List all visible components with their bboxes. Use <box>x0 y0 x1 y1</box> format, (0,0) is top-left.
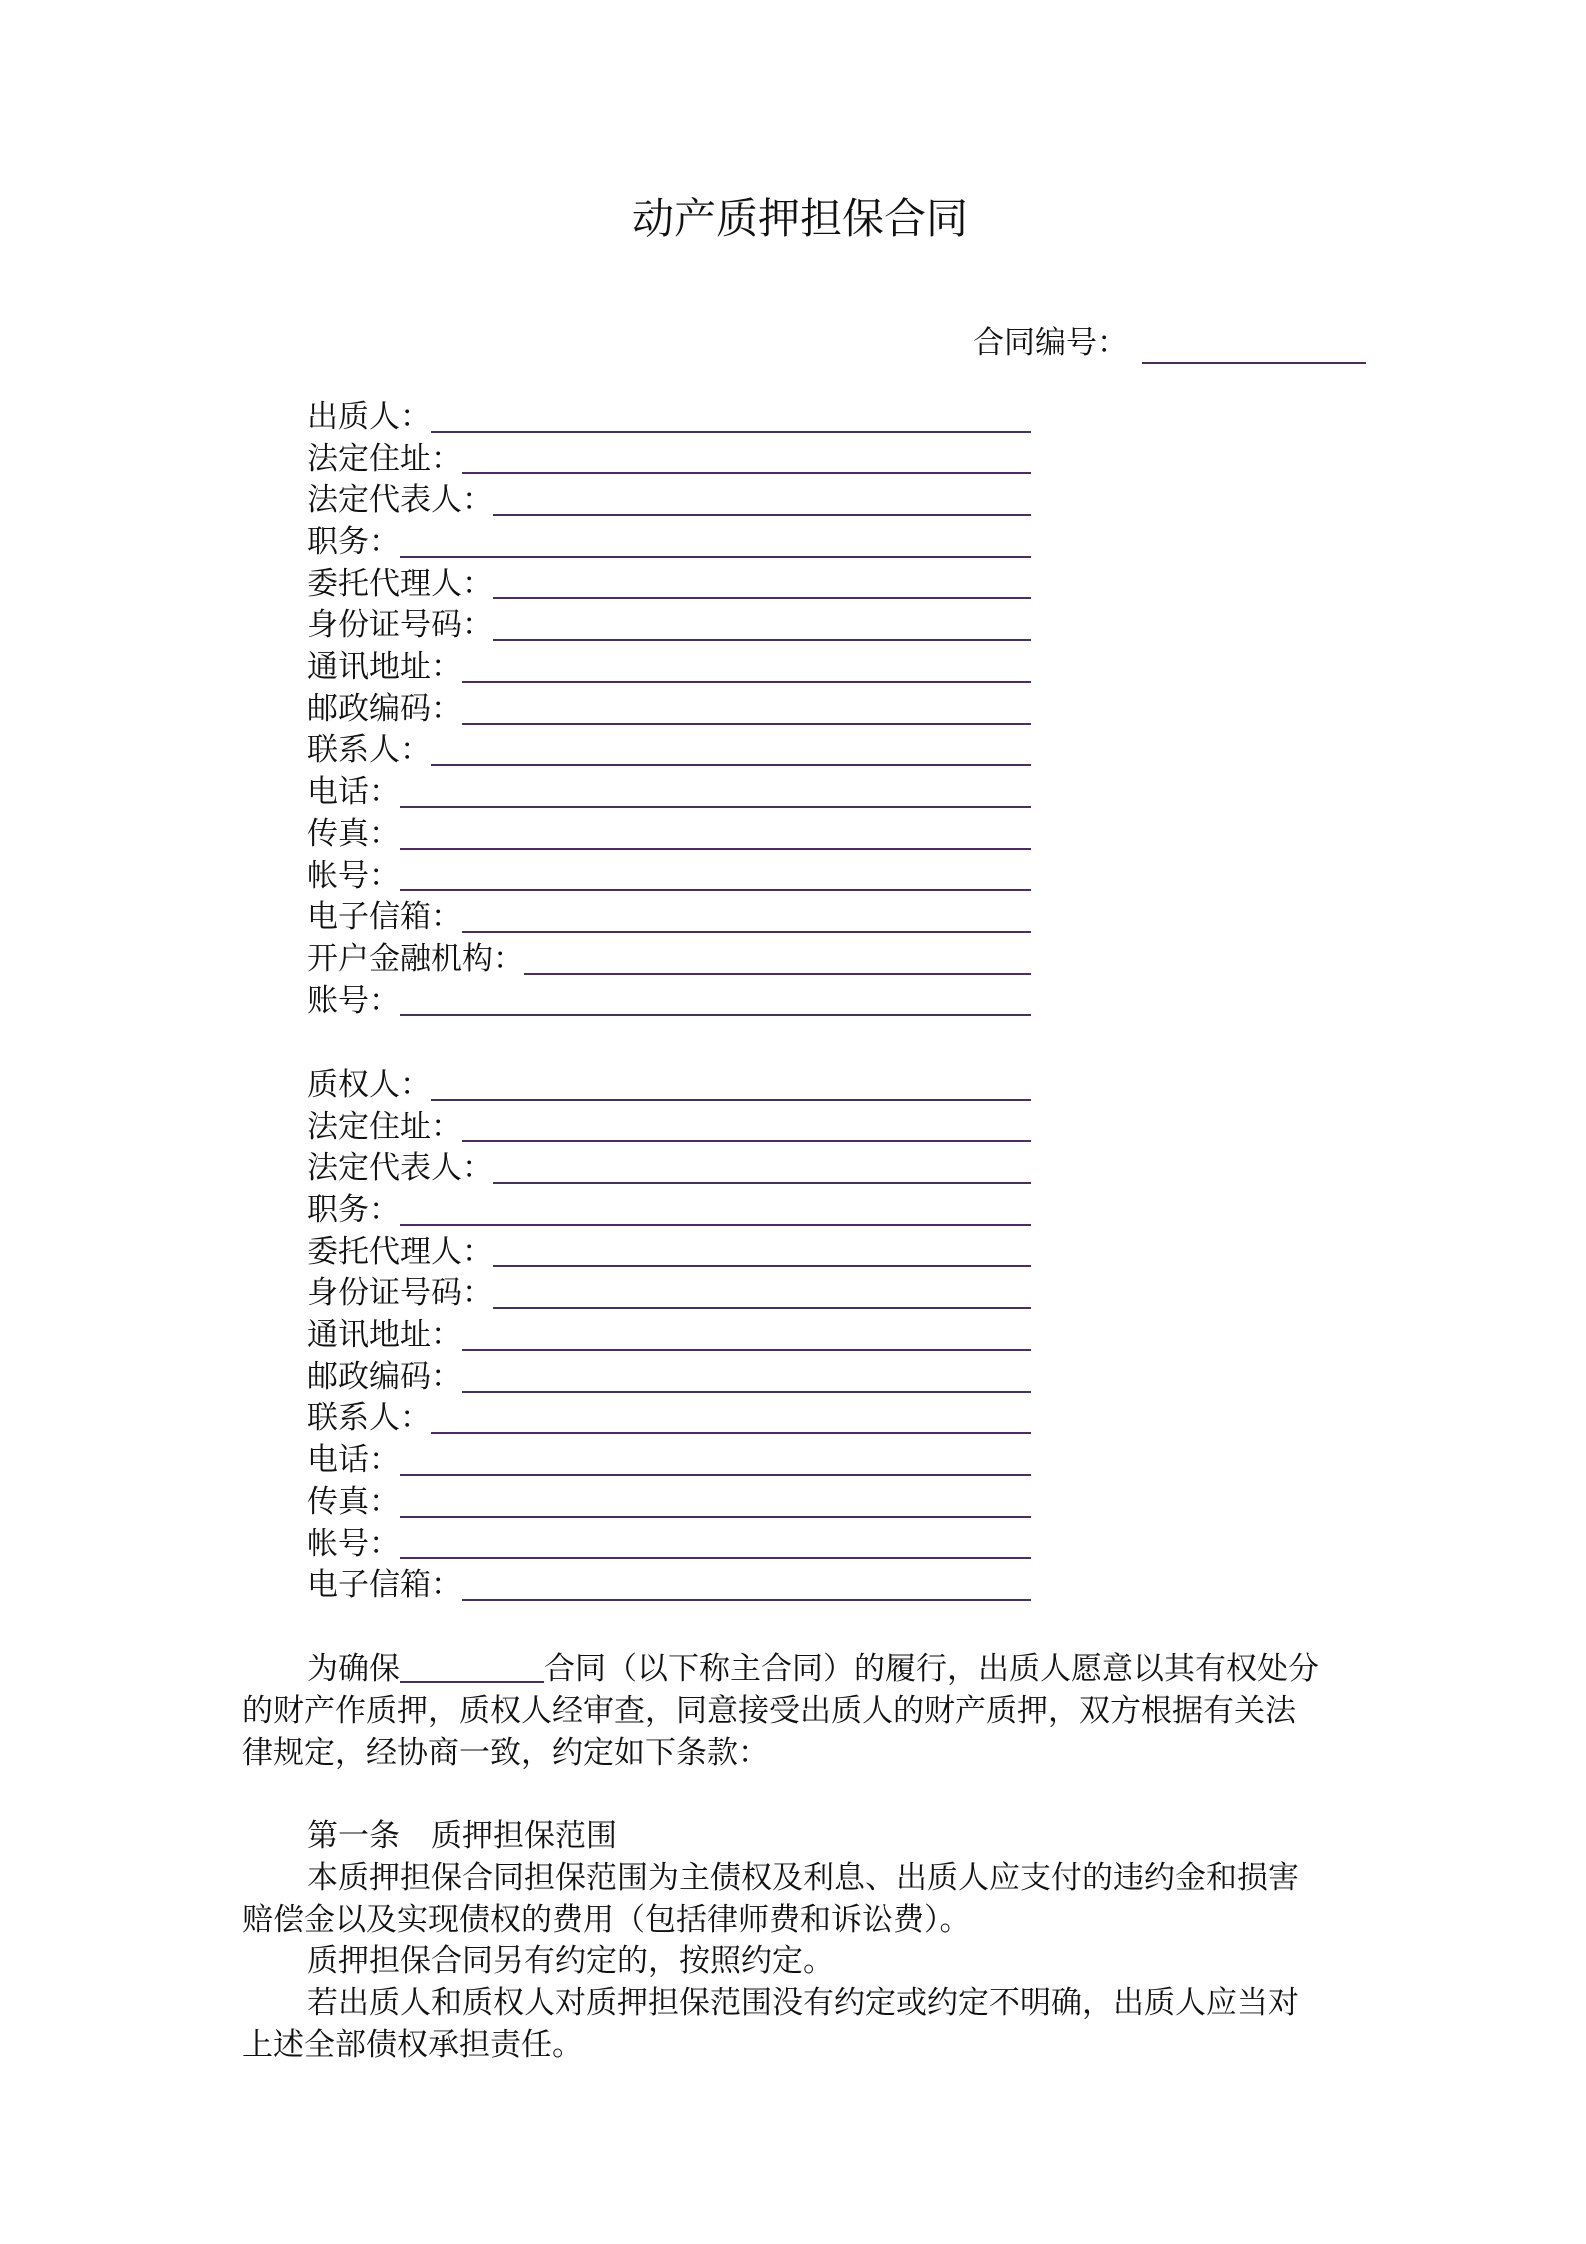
field-blank-line[interactable] <box>431 1402 1031 1434</box>
field-label: 身份证号码： <box>307 607 493 644</box>
preamble <box>242 1649 1358 1774</box>
field-blank-line[interactable] <box>400 859 1031 891</box>
field-label: 委托代理人： <box>307 565 493 602</box>
form-field-row <box>307 689 1031 731</box>
form-field-row <box>307 981 1031 1023</box>
article-1 <box>242 1816 1358 2067</box>
form-field-row <box>307 772 1031 814</box>
field-label: 电子信箱： <box>307 1567 462 1604</box>
contract-number <box>973 322 1366 364</box>
field-label: 邮政编码： <box>307 690 462 727</box>
form-field-row <box>307 1190 1031 1232</box>
field-blank-line[interactable] <box>431 734 1031 766</box>
form-field-row <box>307 1273 1031 1315</box>
field-blank-line[interactable] <box>493 484 1031 516</box>
form-field-row <box>307 814 1031 856</box>
form-field-row <box>307 1440 1031 1482</box>
field-blank-line[interactable] <box>431 401 1031 433</box>
form-field-row <box>307 605 1031 647</box>
field-label: 账号： <box>307 982 400 1019</box>
field-label: 帐号： <box>307 857 400 894</box>
form-field-row <box>307 397 1031 439</box>
field-blank-line[interactable] <box>493 1152 1031 1184</box>
field-blank-line[interactable] <box>400 1486 1031 1518</box>
field-blank-line[interactable] <box>462 693 1031 725</box>
form-field-row <box>307 522 1031 564</box>
field-blank-line[interactable] <box>462 1569 1031 1601</box>
field-label: 电话： <box>307 1442 400 1479</box>
field-label: 法定住址： <box>307 1108 462 1145</box>
field-label: 联系人： <box>307 732 431 769</box>
field-label: 联系人： <box>307 1400 431 1437</box>
field-blank-line[interactable] <box>400 1527 1031 1559</box>
form-field-row <box>307 564 1031 606</box>
field-label: 开户金融机构： <box>307 940 524 977</box>
field-blank-line[interactable] <box>493 609 1031 641</box>
field-label: 质权人： <box>307 1066 431 1103</box>
form-field-row <box>307 1315 1031 1357</box>
form-field-row <box>307 939 1031 981</box>
main-contract-blank[interactable] <box>400 1651 544 1683</box>
form-field-row <box>307 480 1031 522</box>
form-field-row <box>307 731 1031 773</box>
field-label: 法定住址： <box>307 440 462 477</box>
field-blank-line[interactable] <box>431 1069 1031 1101</box>
preamble-line-3: 律规定，经协商一致，约定如下条款： <box>242 1734 769 1771</box>
pledgee-section <box>307 1065 1031 1607</box>
field-label: 电子信箱： <box>307 899 462 936</box>
field-label: 通讯地址： <box>307 1317 462 1354</box>
form-field-row <box>307 1107 1031 1149</box>
form-field-row <box>307 1065 1031 1107</box>
field-blank-line[interactable] <box>400 818 1031 850</box>
field-blank-line[interactable] <box>400 1444 1031 1476</box>
field-label: 传真： <box>307 1483 400 1520</box>
document-title: 动产质押担保合同 <box>631 194 968 243</box>
field-label: 法定代表人： <box>307 1150 493 1187</box>
form-field-row <box>307 897 1031 939</box>
article-line: 质押担保合同另有约定的，按照约定。 <box>307 1943 834 1980</box>
article-line: 赔偿金以及实现债权的费用（包括律师费和诉讼费）。 <box>242 1901 971 1938</box>
form-field-row <box>307 856 1031 898</box>
preamble-line-2: 的财产作质押，质权人经审查，同意接受出质人的财产质押，双方根据有关法 <box>242 1692 1296 1729</box>
preamble-line-1 <box>242 1649 1358 1691</box>
field-blank-line[interactable] <box>524 943 1031 975</box>
field-blank-line[interactable] <box>493 567 1031 599</box>
field-blank-line[interactable] <box>400 1194 1031 1226</box>
field-label: 法定代表人： <box>307 482 493 519</box>
field-blank-line[interactable] <box>462 651 1031 683</box>
field-blank-line[interactable] <box>400 984 1031 1016</box>
field-blank-line[interactable] <box>462 1361 1031 1393</box>
field-label: 职务： <box>307 524 400 561</box>
field-blank-line[interactable] <box>462 901 1031 933</box>
preamble-text: 合同（以下称主合同）的履行，出质人愿意以其有权处分 <box>544 1651 1319 1687</box>
article-heading: 第一条 质押担保范围 <box>307 1818 617 1854</box>
field-blank-line[interactable] <box>462 442 1031 474</box>
article-line: 上述全部债权承担责任。 <box>242 2026 583 2063</box>
form-field-row <box>307 647 1031 689</box>
pledgor-section <box>307 397 1031 1022</box>
field-blank-line[interactable] <box>493 1235 1031 1267</box>
field-blank-line[interactable] <box>462 1319 1031 1351</box>
field-blank-line[interactable] <box>400 526 1031 558</box>
field-label: 职务： <box>307 1192 400 1229</box>
form-field-row <box>307 1524 1031 1566</box>
field-label: 通讯地址： <box>307 649 462 686</box>
preamble-text: 为确保 <box>307 1651 400 1687</box>
field-label: 出质人： <box>307 398 431 435</box>
field-blank-line[interactable] <box>462 1110 1031 1142</box>
field-label: 身份证号码： <box>307 1275 493 1312</box>
form-field-row <box>307 439 1031 481</box>
field-label: 电话： <box>307 774 400 811</box>
form-field-row <box>307 1399 1031 1441</box>
contract-number-blank[interactable] <box>1142 326 1366 364</box>
form-field-row <box>307 1148 1031 1190</box>
contract-number-label: 合同编号： <box>973 325 1128 361</box>
form-field-row <box>307 1232 1031 1274</box>
field-label: 委托代理人： <box>307 1233 493 1270</box>
field-label: 帐号： <box>307 1525 400 1562</box>
field-label: 邮政编码： <box>307 1358 462 1395</box>
field-blank-line[interactable] <box>400 776 1031 808</box>
form-field-row <box>307 1565 1031 1607</box>
field-label: 传真： <box>307 815 400 852</box>
article-line: 若出质人和质权人对质押担保范围没有约定或约定不明确，出质人应当对 <box>307 1985 1299 2022</box>
form-field-row <box>307 1357 1031 1399</box>
form-field-row <box>307 1482 1031 1524</box>
article-line: 本质押担保合同担保范围为主债权及利息、出质人应支付的违约金和损害 <box>307 1859 1299 1896</box>
field-blank-line[interactable] <box>493 1277 1031 1309</box>
